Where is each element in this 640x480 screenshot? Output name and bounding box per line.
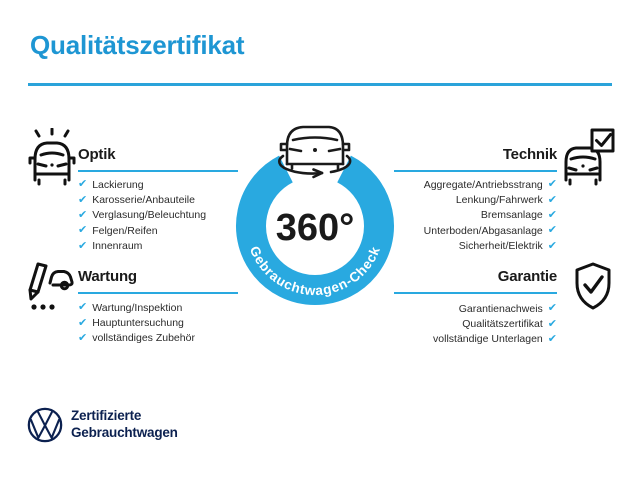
- item-label: Sicherheit/Elektrik: [458, 240, 543, 253]
- check-icon: ✔: [547, 302, 557, 315]
- check-icon: ✔: [78, 178, 88, 191]
- brand-line-2: Gebrauchtwagen: [71, 424, 178, 440]
- check-item: [433, 332, 557, 347]
- check-icon: ✔: [78, 316, 88, 329]
- check-item: [78, 177, 206, 192]
- check-item: [78, 331, 195, 346]
- check-icon: ✔: [547, 178, 557, 191]
- garantie-list: [433, 301, 557, 347]
- check-item: [424, 223, 557, 238]
- check-item: [78, 239, 206, 254]
- check-icon: ✔: [78, 193, 88, 206]
- wartung-heading: Wartung: [78, 268, 137, 285]
- item-label: Innenraum: [92, 240, 143, 253]
- check-item: [78, 208, 206, 223]
- check-item: [424, 239, 557, 254]
- item-label: Qualitätszertifikat: [462, 318, 543, 331]
- item-label: Garantienachweis: [458, 302, 543, 315]
- brand-line-1: Zertifizierte: [71, 408, 142, 423]
- check-item: [78, 192, 206, 207]
- shiny-car-icon: [26, 128, 78, 186]
- page-title: Qualitätszertifikat: [30, 30, 245, 60]
- check-item: [78, 300, 195, 315]
- check-icon: ✔: [78, 239, 88, 252]
- item-label: Bremsanlage: [480, 209, 543, 222]
- check-icon: ✔: [78, 224, 88, 237]
- check-icon: ✔: [547, 317, 557, 330]
- item-label: Felgen/Reifen: [92, 224, 158, 237]
- item-label: Aggregate/Antriebsstrang: [423, 178, 543, 191]
- shield-check-icon: [572, 261, 614, 311]
- check-icon: ✔: [547, 224, 557, 237]
- vw-logo-icon: [26, 406, 64, 444]
- check-item: [424, 208, 557, 223]
- check-icon: ✔: [547, 239, 557, 252]
- check-item: [433, 316, 557, 331]
- optik-underline: [78, 170, 238, 172]
- optik-heading: Optik: [78, 146, 116, 163]
- check-icon: ✔: [547, 193, 557, 206]
- check-item: [424, 177, 557, 192]
- check-icon: ✔: [78, 301, 88, 314]
- check-item: [78, 223, 206, 238]
- check-item: [78, 315, 195, 330]
- item-label: Verglasung/Beleuchtung: [92, 209, 207, 222]
- check-icon: ✔: [78, 331, 88, 344]
- garantie-underline: [394, 292, 557, 294]
- item-label: vollständige Unterlagen: [433, 333, 543, 346]
- check-icon: ✔: [78, 208, 88, 221]
- technik-heading: Technik: [502, 146, 557, 163]
- technik-list: [424, 177, 557, 254]
- item-label: Lenkung/Fahrwerk: [455, 194, 543, 207]
- garantie-heading: Garantie: [497, 268, 557, 285]
- wartung-list: [78, 300, 195, 346]
- ring-label: Gebrauchtwagen-Check: [246, 243, 384, 299]
- item-label: vollständiges Zubehör: [92, 332, 195, 345]
- item-label: Karosserie/Anbauteile: [92, 194, 195, 207]
- title-divider: [28, 83, 612, 86]
- item-label: Wartung/Inspektion: [92, 301, 183, 314]
- item-label: Lackierung: [92, 178, 144, 191]
- check-icon: ✔: [547, 332, 557, 345]
- check-item: [424, 192, 557, 207]
- optik-list: [78, 177, 206, 254]
- degree-label: 360°: [275, 207, 355, 249]
- brand-wordmark: [71, 408, 178, 441]
- car-360-icon: [279, 127, 350, 177]
- car-checkbox-icon: [562, 128, 616, 186]
- item-label: Unterboden/Abgasanlage: [423, 224, 543, 237]
- 360-check-badge: [225, 116, 405, 308]
- item-label: Hauptuntersuchung: [92, 317, 184, 330]
- technik-underline: [394, 170, 557, 172]
- pen-checklist-car-icon: [26, 259, 74, 315]
- check-item: [433, 301, 557, 316]
- check-icon: ✔: [547, 208, 557, 221]
- wartung-underline: [78, 292, 238, 294]
